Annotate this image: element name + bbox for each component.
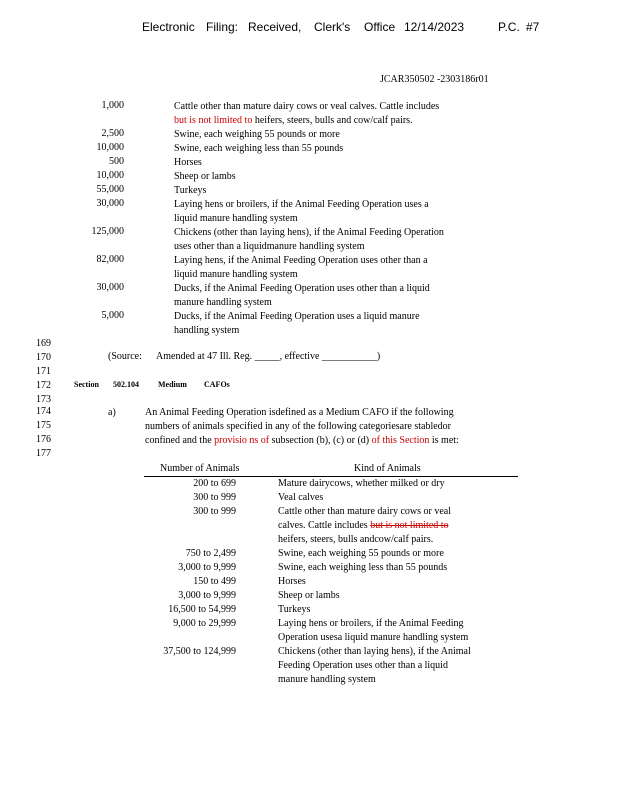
medium-table-count: 3,000 to 9,999	[178, 562, 236, 573]
line-number: 169	[36, 338, 51, 349]
medium-table-count: 3,000 to 9,999	[178, 590, 236, 601]
header-clerks: Clerk's	[314, 20, 351, 34]
large-table-count: 30,000	[96, 198, 124, 209]
medium-table-kind: Cattle other than mature dairy cows or veal	[278, 506, 451, 517]
paragraph-line-3-mid: subsection (b), (c) or (d)	[269, 435, 372, 446]
medium-table-kind: Horses	[278, 576, 306, 587]
paragraph-provisions: provisio ns of	[214, 435, 270, 446]
medium-table-kind: Veal calves	[278, 492, 324, 503]
large-table-count: 1,000	[101, 100, 124, 111]
medium-table-count: 16,500 to 54,999	[168, 604, 236, 615]
medium-table-count: 200 to 699	[193, 478, 236, 489]
medium-table-count: 150 to 499	[193, 576, 236, 587]
large-table-description: Chickens (other than laying hens), if the Animal Feeding Operation	[174, 227, 444, 238]
large-table-description: liquid manure handling system	[174, 213, 298, 224]
paragraph-marker: a)	[108, 407, 116, 418]
medium-table-kind: Chickens (other than laying hens), if the Animal	[278, 646, 471, 657]
medium-table-kind: Sheep or lambs	[278, 590, 340, 601]
large-table-count: 500	[109, 156, 124, 167]
deleted-text: but is not limited to	[370, 520, 449, 531]
section-label: Section	[74, 380, 99, 389]
large-table-count: 125,000	[91, 226, 124, 237]
medium-table-kind: manure handling system	[278, 674, 376, 685]
medium-table-count: 750 to 2,499	[185, 548, 236, 559]
medium-table-kind: Operation usesa liquid manure handling system	[278, 632, 469, 643]
header-received: Received,	[248, 20, 302, 34]
large-table-count: 30,000	[96, 282, 124, 293]
medium-table-col1-header: Number of Animals	[160, 463, 240, 474]
large-table-count: 10,000	[96, 142, 124, 153]
paragraph-line-3	[145, 434, 459, 448]
section-title-cafos: CAFOs	[204, 380, 230, 389]
line-number: 170	[36, 352, 51, 363]
header-pc: P.C.	[498, 20, 520, 34]
large-table-description: but is not limited to heifers, steers, bulls and cow/calf pairs.	[174, 115, 413, 126]
large-table-description: handling system	[174, 325, 240, 336]
large-table-description: Swine, each weighing less than 55 pounds	[174, 143, 344, 154]
large-table-description: Turkeys	[174, 185, 207, 196]
medium-table-kind: Swine, each weighing less than 55 pounds	[278, 562, 448, 573]
large-table-description: Sheep or lambs	[174, 171, 236, 182]
source-text: Amended at 47 Ill. Reg. _____, effective ___________)	[156, 351, 381, 362]
large-table-description: Horses	[174, 157, 202, 168]
section-number: 502.104	[113, 380, 139, 389]
medium-table-count: 37,500 to 124,999	[163, 646, 236, 657]
medium-table-kind: Turkeys	[278, 604, 311, 615]
large-table-description: manure handling system	[174, 297, 272, 308]
paragraph-line-3-pre: confined and the	[145, 435, 215, 446]
header-office: Office	[364, 20, 396, 34]
large-table-description: Laying hens or broilers, if the Animal Feeding Operation uses a	[174, 199, 429, 210]
paragraph-line-3-post: is met:	[429, 435, 459, 446]
medium-table-kind: Feeding Operation uses other than a liquid	[278, 660, 448, 671]
line-number: 175	[36, 420, 51, 431]
paragraph-this-section: of this Section	[371, 435, 430, 446]
medium-table-count: 9,000 to 29,999	[173, 618, 236, 629]
large-table-description: Swine, each weighing 55 pounds or more	[174, 129, 340, 140]
line-number: 171	[36, 366, 51, 377]
large-table-count: 55,000	[96, 184, 124, 195]
line-number: 177	[36, 448, 51, 459]
line-number: 173	[36, 394, 51, 405]
medium-table-count: 300 to 999	[193, 506, 236, 517]
medium-table-kind: calves. Cattle includes but is not limited to	[278, 520, 449, 531]
large-table-description: uses other than a liquidmanure handling system	[174, 241, 365, 252]
document-id: JCAR350502 -2303186r01	[380, 74, 489, 85]
large-table-description: Laying hens, if the Animal Feeding Operation uses other than a	[174, 255, 428, 266]
header-electronic: Electronic	[142, 20, 195, 34]
medium-table-kind: Swine, each weighing 55 pounds or more	[278, 548, 444, 559]
large-table-description: Cattle other than mature dairy cows or veal calves. Cattle includes	[174, 101, 440, 112]
paragraph-line-1: An Animal Feeding Operation isdefined as a Medium CAFO if the following	[145, 407, 454, 418]
header-date: 12/14/2023	[404, 20, 465, 34]
large-table-description: liquid manure handling system	[174, 269, 298, 280]
large-table-description: Ducks, if the Animal Feeding Operation uses a liquid manure	[174, 311, 420, 322]
large-table-count: 82,000	[96, 254, 124, 265]
large-table-count: 2,500	[101, 128, 124, 139]
header-filing: Filing:	[206, 20, 239, 34]
medium-table-kind: Laying hens or broilers, if the Animal Feeding	[278, 618, 464, 629]
inserted-text: but is not limited to	[174, 115, 253, 126]
source-label: (Source:	[108, 351, 142, 362]
medium-table-kind: heifers, steers, bulls andcow/calf pairs.	[278, 534, 434, 545]
line-number: 176	[36, 434, 51, 445]
medium-table-kind: Mature dairycows, whether milked or dry	[278, 478, 445, 489]
medium-table-col2-header: Kind of Animals	[354, 463, 421, 474]
header-pc-number: #7	[526, 20, 540, 34]
large-table-count: 5,000	[101, 310, 124, 321]
section-title-medium: Medium	[158, 380, 187, 389]
medium-table-count: 300 to 999	[193, 492, 236, 503]
paragraph-line-2: numbers of animals specified in any of the following categoriesare stabledor	[145, 421, 452, 432]
line-number: 172	[36, 380, 51, 391]
line-number: 174	[36, 406, 51, 417]
large-table-count: 10,000	[96, 170, 124, 181]
large-table-description: Ducks, if the Animal Feeding Operation uses other than a liquid	[174, 283, 430, 294]
